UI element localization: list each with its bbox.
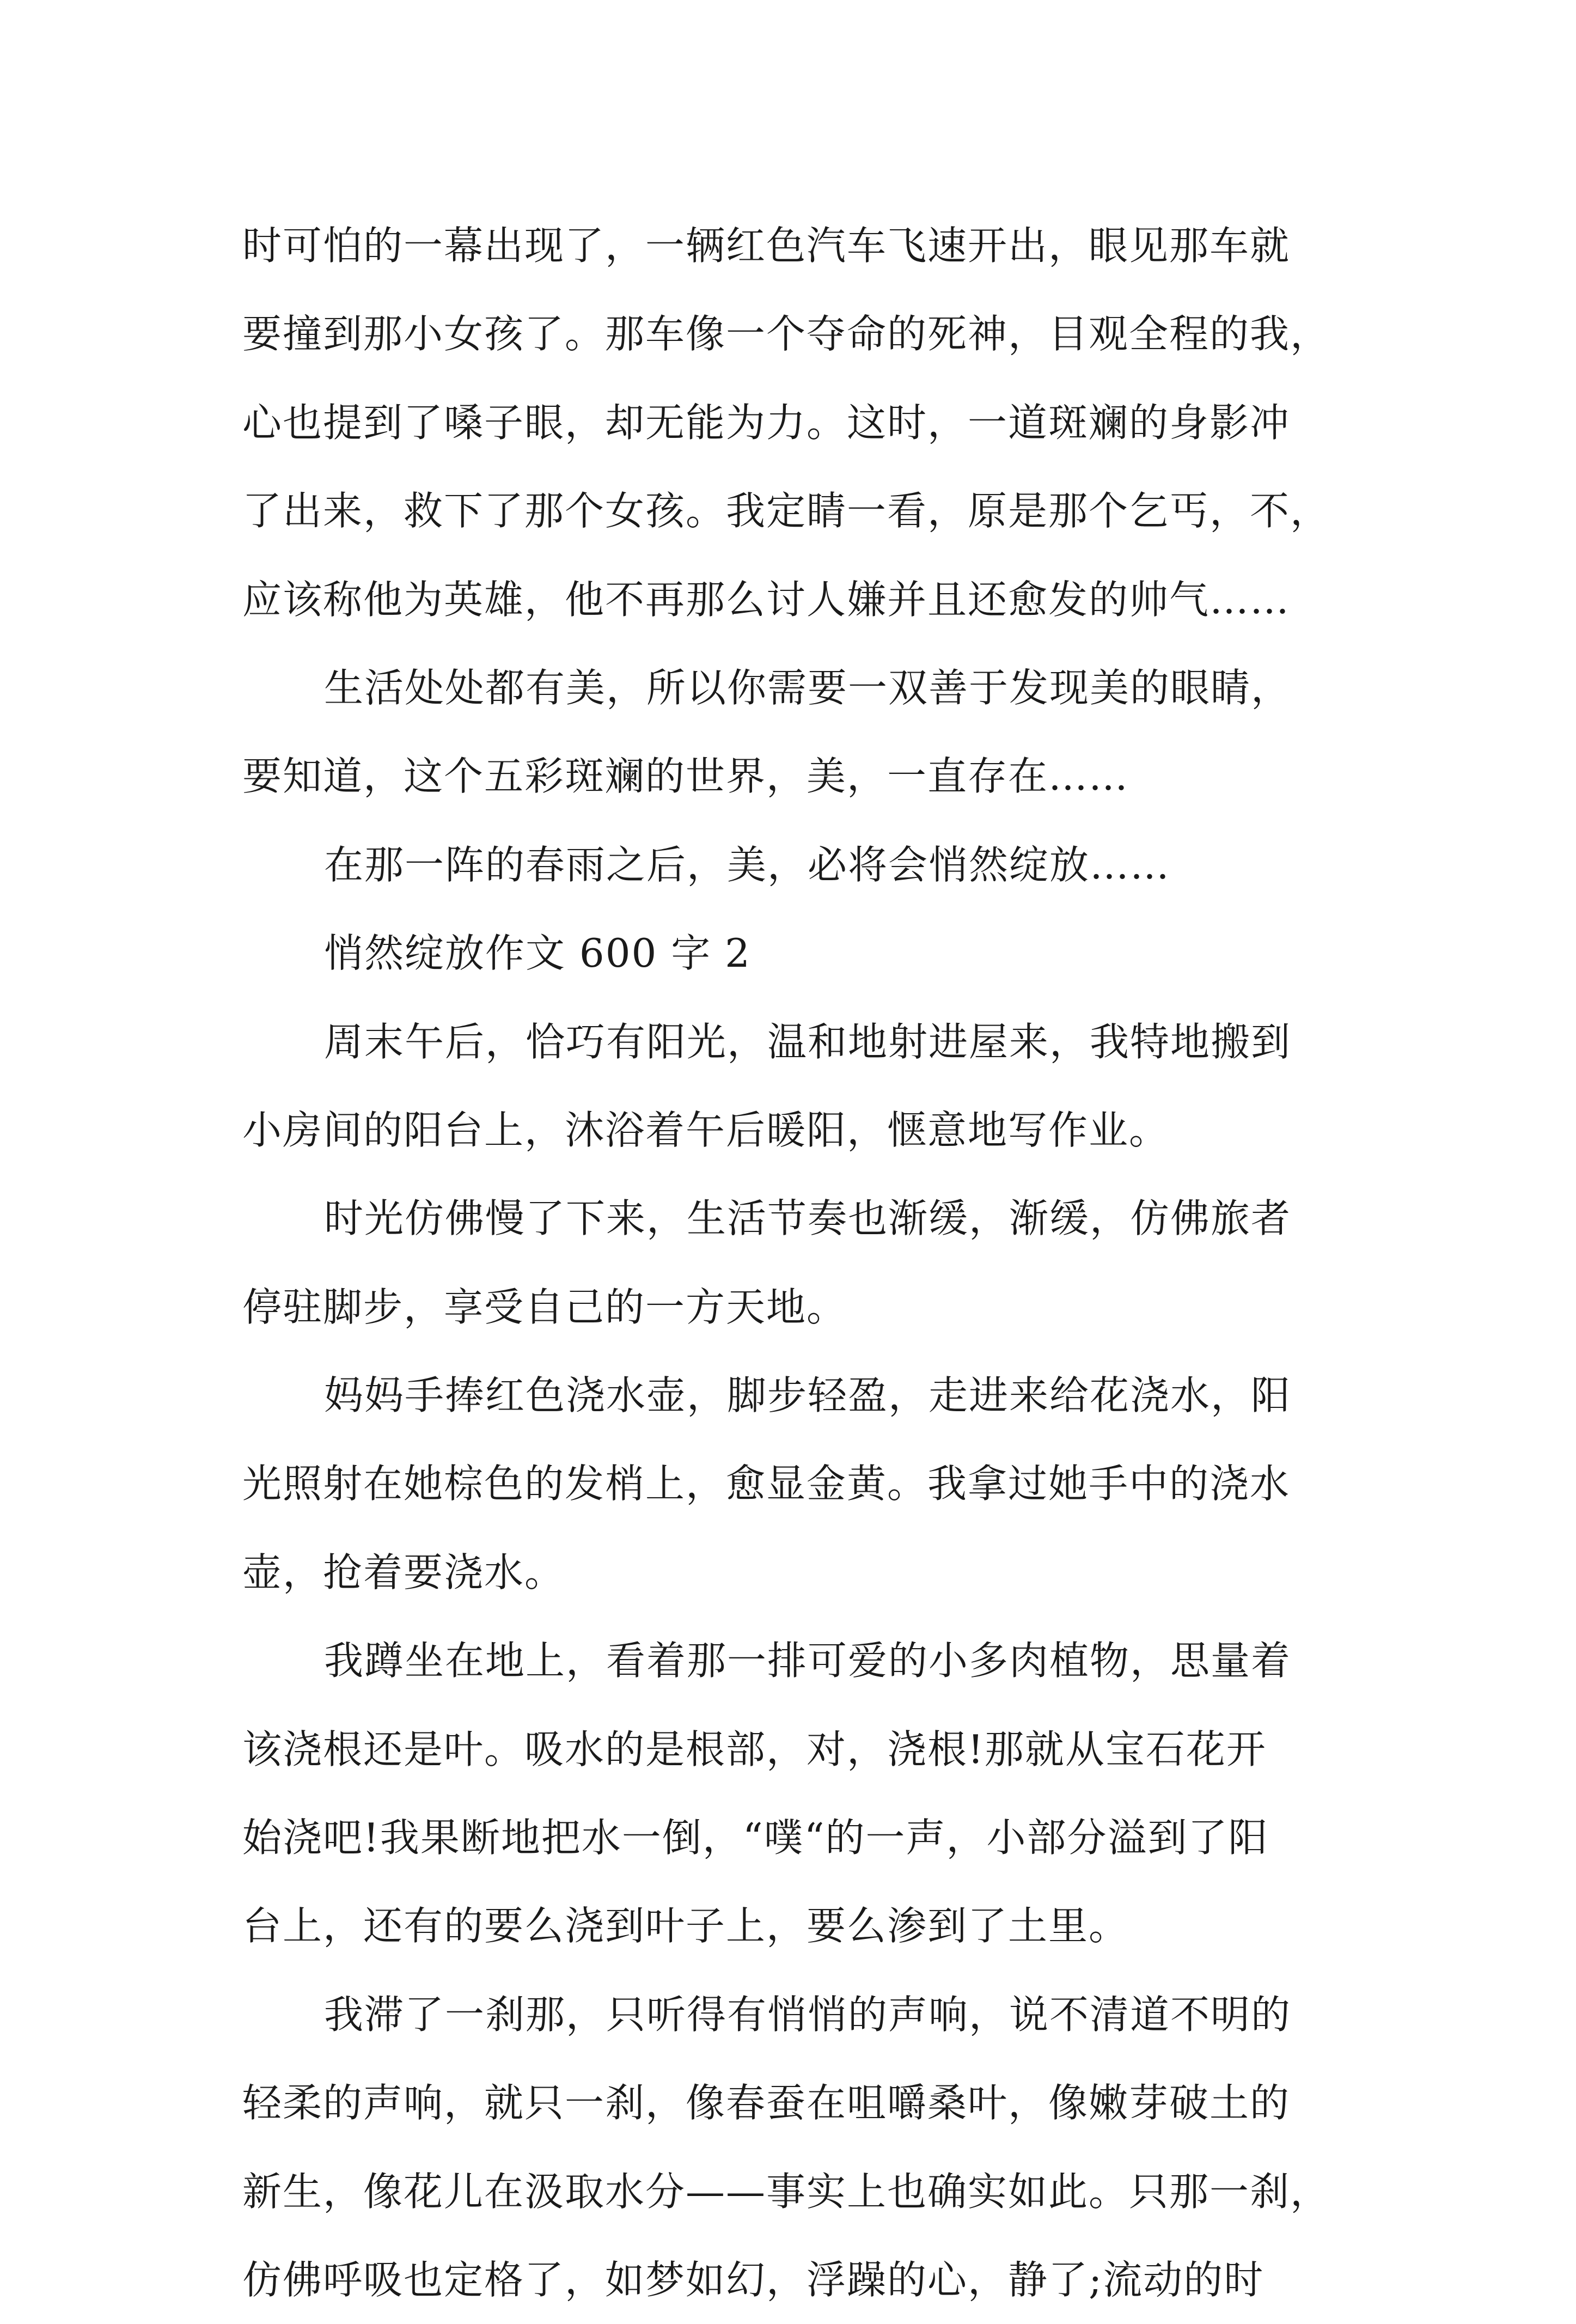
text-line: 时可怕的一幕出现了，一辆红色汽车飞速开出，眼见那车就 xyxy=(242,223,1291,269)
paragraph-start-line: 妈妈手捧红色浇水壶，脚步轻盈，走进来给花浇水，阳 xyxy=(324,1373,1292,1419)
text-line: 始浇吧!我果断地把水一倒，“噗“的一声，小部分溢到了阳 xyxy=(242,1815,1269,1861)
text-line: 小房间的阳台上，沐浴着午后暖阳，惬意地写作业。 xyxy=(242,1107,1170,1153)
paragraph-start-line: 我滞了一刹那，只听得有悄悄的声响，说不清道不明的 xyxy=(324,1991,1292,2038)
text-line: 心也提到了嗓子眼，却无能为力。这时，一道斑斓的身影冲 xyxy=(242,399,1291,446)
text-line: 仿佛呼吸也定格了，如梦如幻，浮躁的心，静了;流动的时 xyxy=(242,2256,1265,2303)
text-line: 要撞到那小女孩了。那车像一个夺命的死神，目观全程的我， xyxy=(242,311,1331,357)
text-line: 停驻脚步，享受自己的一方天地。 xyxy=(242,1284,847,1330)
paragraph-start-line: 我蹲坐在地上，看着那一排可爱的小多肉植物，思量着 xyxy=(324,1638,1292,1684)
paragraph-start-line: 时光仿佛慢了下来，生活节奏也渐缓，渐缓，仿佛旅者 xyxy=(324,1195,1292,1242)
text-line: 要知道，这个五彩斑斓的世界，美，一直存在…… xyxy=(242,753,1129,800)
paragraph-start-line: 在那一阵的春雨之后，美，必将会悄然绽放…… xyxy=(324,841,1171,888)
text-line: 了出来，救下了那个女孩。我定睛一看，原是那个乞丐，不， xyxy=(242,488,1331,534)
text-line: 应该称他为英雄，他不再那么讨人嫌并且还愈发的帅气…… xyxy=(242,576,1291,623)
paragraph-start-line: 生活处处都有美，所以你需要一双善于发现美的眼睛， xyxy=(324,664,1292,711)
essay-body xyxy=(242,202,1351,2324)
text-line: 轻柔的声响，就只一刹，像春蚕在咀嚼桑叶，像嫩芽破土的 xyxy=(242,2080,1291,2126)
section-heading: 悄然绽放作文 600 字 2 xyxy=(324,930,751,977)
text-line: 台上，还有的要么浇到叶子上，要么渗到了土里。 xyxy=(242,1903,1129,1949)
paragraph-start-line: 周末午后，恰巧有阳光，温和地射进屋来，我特地搬到 xyxy=(324,1018,1292,1065)
text-line: 壶，抢着要浇水。 xyxy=(242,1549,565,1595)
text-line: 该浇根还是叶。吸水的是根部，对，浇根!那就从宝石花开 xyxy=(242,1726,1267,1772)
text-line: 光照射在她棕色的发梢上，愈显金黄。我拿过她手中的浇水 xyxy=(242,1461,1291,1507)
text-line: 新生，像花儿在汲取水分——事实上也确实如此。只那一刹， xyxy=(242,2168,1331,2215)
